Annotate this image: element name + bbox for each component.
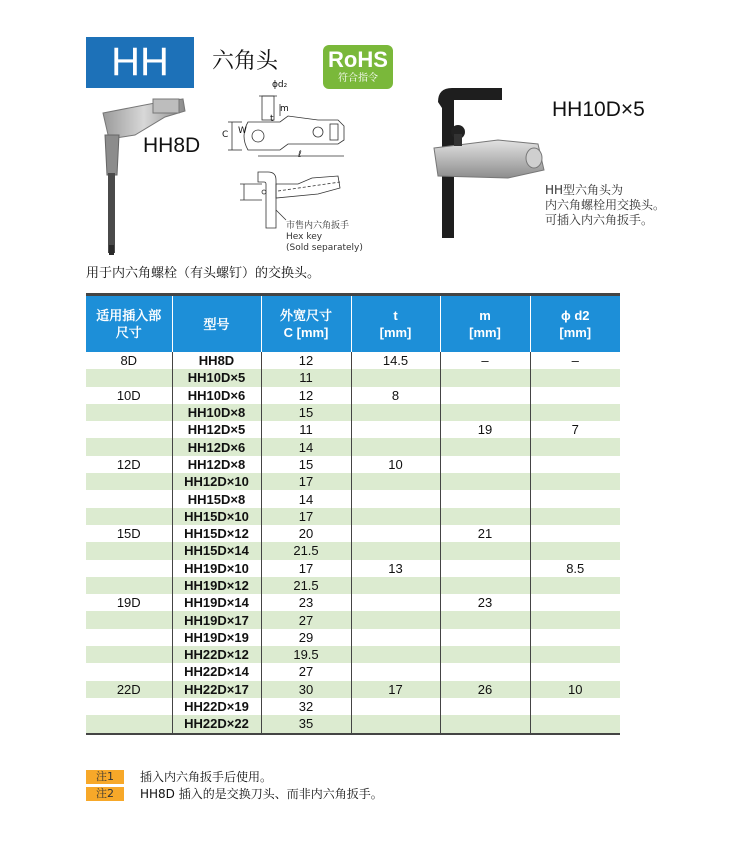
table-row — [86, 438, 620, 455]
table-row — [86, 387, 620, 404]
cell-d2 — [530, 715, 620, 733]
header-t: t [mm] — [351, 296, 440, 352]
hh10d-product-image — [428, 78, 550, 248]
cell-t — [351, 369, 440, 386]
note-tag: 注2 — [86, 787, 124, 801]
note-1 — [86, 768, 383, 785]
cell-model: HH10D×6 — [172, 387, 261, 404]
table-row — [86, 421, 620, 438]
rohs-sub-label: 符合指令 — [338, 73, 378, 84]
cell-m — [440, 490, 530, 507]
cell-d2: – — [530, 352, 620, 369]
cell-t — [351, 715, 440, 733]
dim-w-label: W — [238, 126, 247, 136]
dim-m-label: m — [280, 104, 289, 114]
cell-c: 20 — [261, 525, 351, 542]
cell-m: – — [440, 352, 530, 369]
cell-c: 12 — [261, 387, 351, 404]
table-row — [86, 577, 620, 594]
cell-size: 15D — [86, 525, 172, 542]
cell-m: 26 — [440, 681, 530, 698]
cell-model: HH8D — [172, 352, 261, 369]
table-row — [86, 473, 620, 490]
description-line: 内六角螺栓用交换头。 — [545, 198, 666, 212]
cell-t — [351, 438, 440, 455]
cell-c: 14 — [261, 490, 351, 507]
cell-c: 27 — [261, 663, 351, 680]
cell-size: 8D — [86, 352, 172, 369]
cell-size: 19D — [86, 594, 172, 611]
cell-m — [440, 542, 530, 559]
cell-model: HH19D×10 — [172, 560, 261, 577]
cell-m: 21 — [440, 525, 530, 542]
cell-m — [440, 698, 530, 715]
cell-size — [86, 715, 172, 733]
table-row — [86, 542, 620, 559]
cell-model: HH12D×10 — [172, 473, 261, 490]
cell-t: 8 — [351, 387, 440, 404]
cell-t: 17 — [351, 681, 440, 698]
cell-c: 11 — [261, 421, 351, 438]
cell-d2 — [530, 594, 620, 611]
cell-model: HH22D×17 — [172, 681, 261, 698]
cell-m: 19 — [440, 421, 530, 438]
dim-l-label: ℓ — [298, 150, 302, 160]
cell-c: 21.5 — [261, 542, 351, 559]
description-line: HH型六角头为 — [545, 183, 624, 197]
cell-model: HH10D×8 — [172, 404, 261, 421]
note-tag: 注1 — [86, 770, 124, 784]
product-description — [545, 183, 665, 228]
cell-m — [440, 438, 530, 455]
cell-m — [440, 473, 530, 490]
cell-m — [440, 663, 530, 680]
cell-c: 17 — [261, 560, 351, 577]
cell-m — [440, 577, 530, 594]
hex-key-note-line: (Sold separately) — [286, 243, 363, 253]
cell-d2 — [530, 369, 620, 386]
cell-size: 10D — [86, 387, 172, 404]
cell-t — [351, 594, 440, 611]
dim-d2-label: ϕd₂ — [272, 80, 288, 90]
cell-model: HH19D×14 — [172, 594, 261, 611]
cell-t: 13 — [351, 560, 440, 577]
cell-c: 14 — [261, 438, 351, 455]
cell-size — [86, 698, 172, 715]
cell-model: HH15D×12 — [172, 525, 261, 542]
cell-m — [440, 611, 530, 628]
table-row — [86, 560, 620, 577]
table-row — [86, 456, 620, 473]
cell-d2 — [530, 542, 620, 559]
cell-c: 21.5 — [261, 577, 351, 594]
cell-c: 12 — [261, 352, 351, 369]
cell-t — [351, 525, 440, 542]
notes — [86, 768, 383, 802]
cell-model: HH22D×22 — [172, 715, 261, 733]
cell-model: HH12D×8 — [172, 456, 261, 473]
cell-m — [440, 387, 530, 404]
cell-d2 — [530, 404, 620, 421]
rohs-main-label: RoHS — [328, 47, 388, 72]
cell-d2 — [530, 490, 620, 507]
cell-d2 — [530, 525, 620, 542]
cell-c: 17 — [261, 473, 351, 490]
note-text: HH8D 插入的是交换刀头、而非内六角扳手。 — [140, 787, 383, 801]
cell-d2 — [530, 611, 620, 628]
cell-t — [351, 473, 440, 490]
header-size: 适用插入部 尺寸 — [86, 296, 172, 352]
product-label-hh8d: HH8D — [143, 134, 201, 157]
hh8d-product-image — [95, 95, 190, 260]
cell-t — [351, 663, 440, 680]
cell-c: 35 — [261, 715, 351, 733]
cell-size: 12D — [86, 456, 172, 473]
cell-t — [351, 577, 440, 594]
spec-table — [86, 296, 620, 735]
table-row — [86, 490, 620, 507]
cell-size — [86, 542, 172, 559]
cell-d2 — [530, 508, 620, 525]
cell-c: 30 — [261, 681, 351, 698]
cell-t: 14.5 — [351, 352, 440, 369]
cell-m — [440, 369, 530, 386]
cell-d2 — [530, 698, 620, 715]
hex-key-note — [286, 221, 363, 254]
table-row — [86, 352, 620, 369]
cell-size — [86, 438, 172, 455]
cell-c: 23 — [261, 594, 351, 611]
table-row — [86, 525, 620, 542]
cell-d2 — [530, 577, 620, 594]
table-row — [86, 404, 620, 421]
table-row — [86, 663, 620, 680]
cell-d2 — [530, 387, 620, 404]
cell-t — [351, 629, 440, 646]
cell-t — [351, 698, 440, 715]
cell-model: HH12D×5 — [172, 421, 261, 438]
cell-size — [86, 490, 172, 507]
table-row — [86, 369, 620, 386]
cell-d2 — [530, 456, 620, 473]
product-label-hh10d: HH10D×5 — [552, 98, 645, 121]
cell-c: 29 — [261, 629, 351, 646]
cell-model: HH15D×10 — [172, 508, 261, 525]
cell-size — [86, 369, 172, 386]
cell-c: 11 — [261, 369, 351, 386]
cell-t — [351, 611, 440, 628]
cell-c: 15 — [261, 456, 351, 473]
cell-t — [351, 490, 440, 507]
spec-table-container — [86, 293, 620, 735]
cell-model: HH15D×14 — [172, 542, 261, 559]
cell-model: HH22D×19 — [172, 698, 261, 715]
table-header-row — [86, 296, 620, 352]
cell-m: 23 — [440, 594, 530, 611]
cell-model: HH19D×19 — [172, 629, 261, 646]
header-model: 型号 — [172, 296, 261, 352]
table-row — [86, 629, 620, 646]
cell-t — [351, 508, 440, 525]
cell-d2 — [530, 646, 620, 663]
cell-size — [86, 404, 172, 421]
table-row — [86, 508, 620, 525]
cell-m — [440, 456, 530, 473]
cell-model: HH19D×12 — [172, 577, 261, 594]
cell-m — [440, 715, 530, 733]
cell-m — [440, 629, 530, 646]
series-badge: HH — [86, 37, 194, 88]
header-d2: ϕ d2 [mm] — [530, 296, 620, 352]
cell-d2 — [530, 629, 620, 646]
table-row — [86, 715, 620, 733]
cell-d2 — [530, 663, 620, 680]
table-row — [86, 646, 620, 663]
cell-model: HH10D×5 — [172, 369, 261, 386]
cell-c: 15 — [261, 404, 351, 421]
cell-model: HH22D×12 — [172, 646, 261, 663]
cell-t — [351, 542, 440, 559]
cell-m — [440, 646, 530, 663]
cell-d2: 10 — [530, 681, 620, 698]
cell-size: 22D — [86, 681, 172, 698]
cell-t — [351, 404, 440, 421]
note-2 — [86, 785, 383, 802]
cell-model: HH15D×8 — [172, 490, 261, 507]
page-subtitle: 六角头 — [212, 49, 279, 74]
table-row — [86, 611, 620, 628]
dim-c-label: C — [222, 130, 229, 140]
usage-caption: 用于内六角螺栓（有头螺钉）的交换头。 — [86, 266, 321, 281]
table-row — [86, 698, 620, 715]
cell-size — [86, 473, 172, 490]
header-m: m [mm] — [440, 296, 530, 352]
table-row — [86, 681, 620, 698]
cell-m — [440, 404, 530, 421]
note-text: 插入内六角扳手后使用。 — [140, 770, 273, 784]
cell-d2 — [530, 438, 620, 455]
cell-t — [351, 421, 440, 438]
cell-c: 32 — [261, 698, 351, 715]
cell-size — [86, 560, 172, 577]
cell-size — [86, 646, 172, 663]
hex-key-note-line: Hex key — [286, 232, 323, 242]
header-c: 外宽尺寸 C [mm] — [261, 296, 351, 352]
cell-size — [86, 421, 172, 438]
cell-d2: 8.5 — [530, 560, 620, 577]
cell-m — [440, 508, 530, 525]
cell-size — [86, 577, 172, 594]
cell-c: 19.5 — [261, 646, 351, 663]
dim-t-label: t — [270, 114, 274, 124]
cell-c: 17 — [261, 508, 351, 525]
cell-t — [351, 646, 440, 663]
cell-m — [440, 560, 530, 577]
hex-key-note-line: 市售内六角扳手 — [286, 221, 350, 231]
cell-t: 10 — [351, 456, 440, 473]
cell-size — [86, 629, 172, 646]
cell-size — [86, 611, 172, 628]
cell-model: HH19D×17 — [172, 611, 261, 628]
cell-d2 — [530, 473, 620, 490]
cell-size — [86, 508, 172, 525]
cell-model: HH12D×6 — [172, 438, 261, 455]
cell-d2: 7 — [530, 421, 620, 438]
description-line: 可插入内六角扳手。 — [545, 213, 654, 227]
cell-size — [86, 663, 172, 680]
table-row — [86, 594, 620, 611]
cell-model: HH22D×14 — [172, 663, 261, 680]
cell-c: 27 — [261, 611, 351, 628]
